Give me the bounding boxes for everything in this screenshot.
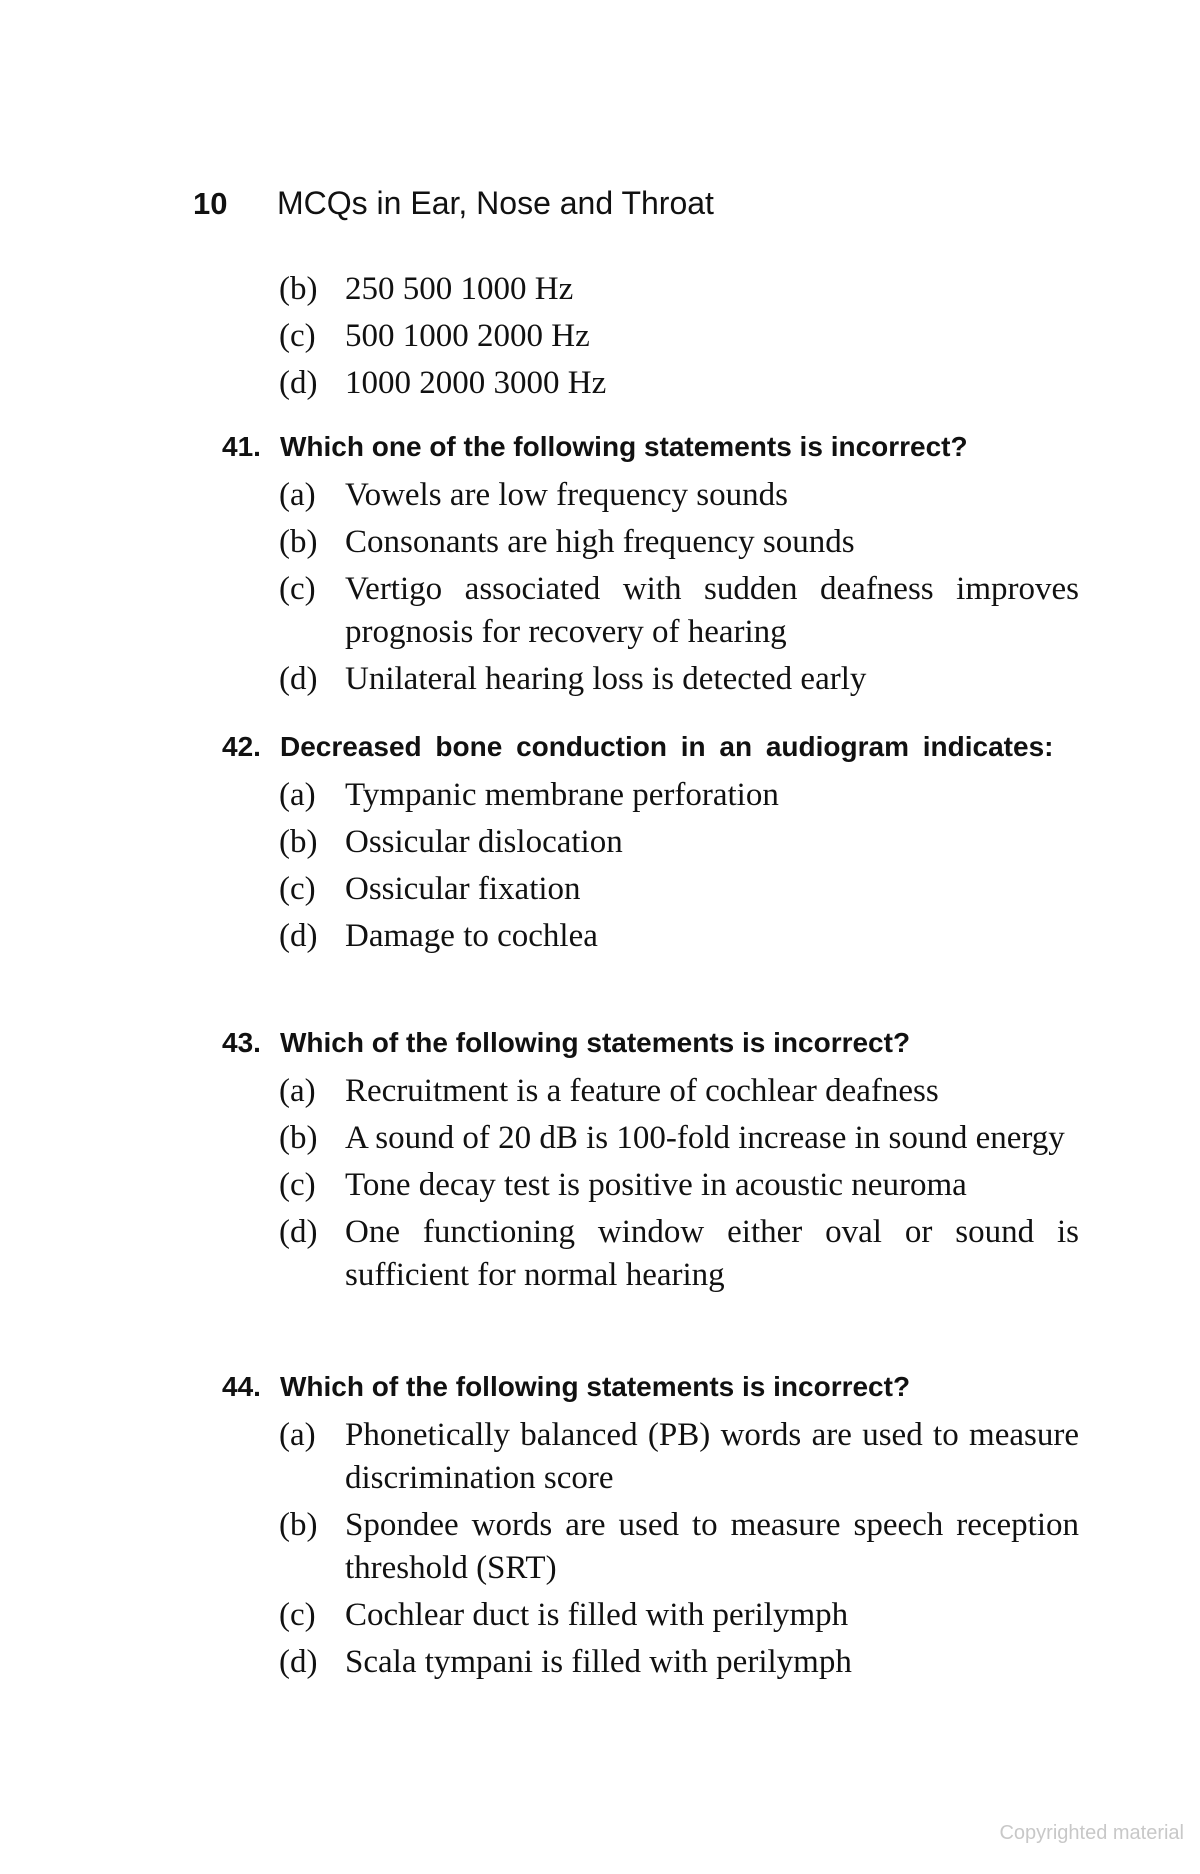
option-item [279, 568, 1079, 654]
question-41 [0, 428, 1200, 705]
option-text: One functioning window either oval or sound is sufficient for normal hearing [345, 1214, 1079, 1293]
option-letter: (c) [279, 571, 316, 607]
copyright-notice: Copyrighted material [999, 1822, 1184, 1844]
option-letter: (b) [279, 1120, 318, 1156]
option-letter: (c) [279, 1597, 316, 1633]
option-letter: (d) [279, 1214, 318, 1250]
option-letter: (b) [279, 271, 318, 307]
question-number: 41. [222, 431, 261, 462]
option-letter: (b) [279, 1507, 318, 1543]
option-text: Ossicular fixation [345, 871, 581, 907]
page-header [193, 185, 714, 222]
continued-options [0, 268, 1200, 409]
option-letter: (d) [279, 1644, 318, 1680]
option-text: Tone decay test is positive in acoustic neuroma [345, 1167, 967, 1203]
option-letter: (d) [279, 661, 318, 697]
question-number: 44. [222, 1371, 261, 1402]
option-letter: (a) [279, 477, 316, 513]
option-list [0, 1070, 1200, 1297]
option-letter: (b) [279, 524, 318, 560]
option-text: Scala tympani is filled with perilymph [345, 1644, 852, 1680]
option-item [279, 774, 1079, 817]
option-text: 250 500 1000 Hz [345, 271, 574, 307]
option-letter: (d) [279, 918, 318, 954]
option-item [279, 658, 1079, 701]
option-letter: (c) [279, 1167, 316, 1203]
question-42 [0, 728, 1200, 962]
question-stem [222, 1368, 1078, 1406]
option-item [279, 268, 1079, 311]
option-text: Vertigo associated with sudden deafness improves prognosis for recovery of hearing [345, 571, 1079, 650]
option-item [279, 915, 1079, 958]
question-text: Which of the following statements is incorrect? [280, 1027, 911, 1058]
question-text: Decreased bone conduction in an audiogram indicates: [280, 731, 1054, 762]
option-item [279, 521, 1079, 564]
option-list [0, 1414, 1200, 1684]
option-text: Spondee words are used to measure speech reception threshold (SRT) [345, 1507, 1079, 1586]
option-text: Damage to cochlea [345, 918, 598, 954]
option-item [279, 1641, 1079, 1684]
option-text: Phonetically balanced (PB) words are used to measure discrimination score [345, 1417, 1079, 1496]
option-text: 500 1000 2000 Hz [345, 318, 590, 354]
option-item [279, 1504, 1079, 1590]
option-item [279, 474, 1079, 517]
option-text: Recruitment is a feature of cochlear deafness [345, 1073, 939, 1109]
option-item [279, 1414, 1079, 1500]
option-letter: (a) [279, 1417, 316, 1453]
question-number: 42. [222, 731, 261, 762]
option-letter: (b) [279, 824, 318, 860]
option-text: Tympanic membrane perforation [345, 777, 779, 813]
option-item [279, 315, 1079, 358]
question-number: 43. [222, 1027, 261, 1058]
option-text: 1000 2000 3000 Hz [345, 365, 607, 401]
question-43 [0, 1024, 1200, 1301]
option-item [279, 868, 1079, 911]
option-text: Cochlear duct is filled with perilymph [345, 1597, 849, 1633]
option-text: Vowels are low frequency sounds [345, 477, 788, 513]
option-list [0, 474, 1200, 701]
option-item [279, 1070, 1079, 1113]
option-list [0, 774, 1200, 958]
option-letter: (c) [279, 871, 316, 907]
question-44 [0, 1368, 1200, 1688]
question-text: Which one of the following statements is incorrect? [280, 431, 968, 462]
option-item [279, 821, 1079, 864]
option-letter: (d) [279, 365, 318, 401]
option-item [279, 1211, 1079, 1297]
running-title: MCQs in Ear, Nose and Throat [277, 185, 714, 221]
option-letter: (c) [279, 318, 316, 354]
option-text: Consonants are high frequency sounds [345, 524, 855, 560]
question-stem [222, 1024, 1078, 1062]
option-item [279, 362, 1079, 405]
page-number: 10 [193, 186, 228, 221]
option-text: Ossicular dislocation [345, 824, 623, 860]
option-letter: (a) [279, 1073, 316, 1109]
option-item [279, 1164, 1079, 1207]
option-item [279, 1117, 1079, 1160]
question-stem [222, 728, 1078, 766]
option-text: Unilateral hearing loss is detected early [345, 661, 867, 697]
question-stem [222, 428, 1078, 466]
option-item [279, 1594, 1079, 1637]
option-text: A sound of 20 dB is 100-fold increase in sound energy [345, 1120, 1065, 1156]
option-letter: (a) [279, 777, 316, 813]
question-text: Which of the following statements is incorrect? [280, 1371, 911, 1402]
